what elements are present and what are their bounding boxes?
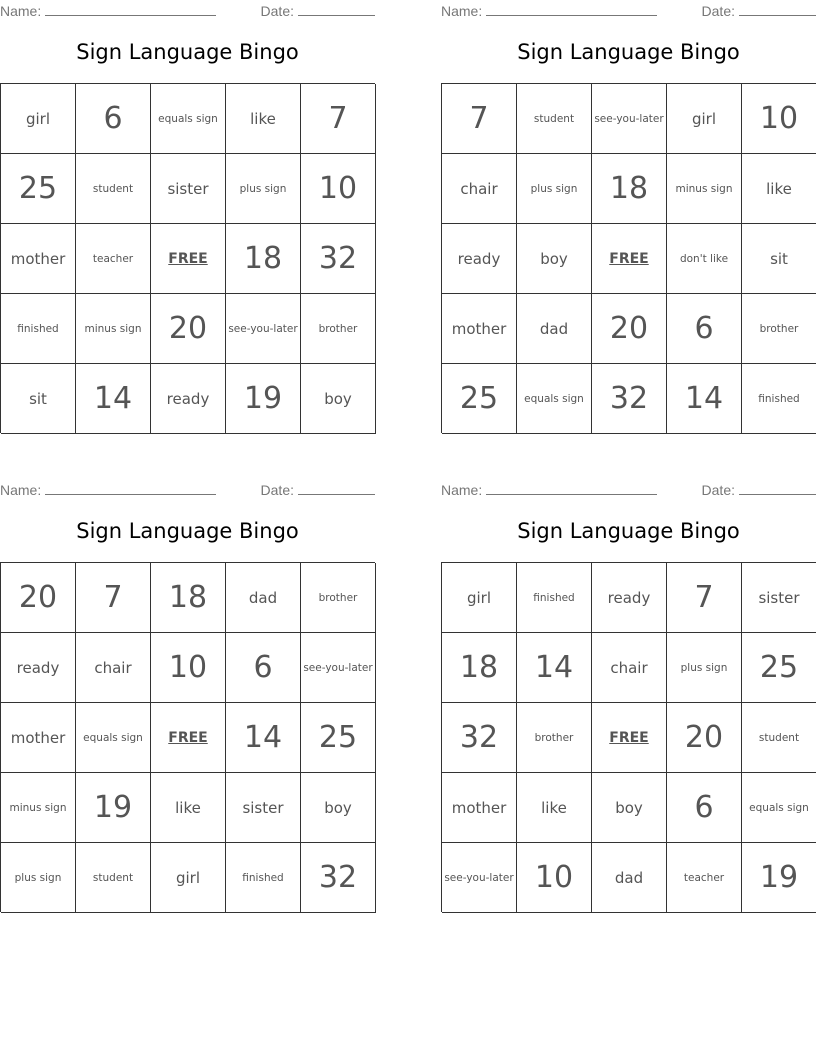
bingo-cell[interactable]: 10	[517, 843, 592, 913]
bingo-grid	[0, 562, 375, 912]
bingo-cell[interactable]: like	[517, 773, 592, 843]
bingo-cell[interactable]: 18	[592, 154, 667, 224]
bingo-cell[interactable]: 32	[301, 224, 376, 294]
bingo-cell[interactable]: 14	[226, 703, 301, 773]
bingo-cell[interactable]: 7	[301, 84, 376, 154]
bingo-cell[interactable]: like	[151, 773, 226, 843]
bingo-cell[interactable]: sit	[1, 364, 76, 434]
name-label: Name:	[0, 482, 42, 498]
date-blank-line[interactable]	[739, 2, 816, 16]
bingo-cell[interactable]: 18	[151, 563, 226, 633]
bingo-cell[interactable]: dad	[592, 843, 667, 913]
bingo-cell[interactable]: girl	[442, 563, 517, 633]
bingo-cell[interactable]: dad	[226, 563, 301, 633]
bingo-cell[interactable]: 20	[151, 294, 226, 364]
bingo-cell[interactable]: see-you-later	[226, 294, 301, 364]
bingo-cell[interactable]: sit	[742, 224, 816, 294]
free-cell[interactable]: FREE	[151, 703, 226, 773]
name-field[interactable]	[441, 2, 657, 20]
bingo-cell[interactable]: minus sign	[1, 773, 76, 843]
bingo-cell[interactable]: 7	[76, 563, 151, 633]
bingo-cell[interactable]: 18	[442, 633, 517, 703]
bingo-cell[interactable]: sister	[151, 154, 226, 224]
bingo-cell[interactable]: boy	[301, 364, 376, 434]
bingo-cell[interactable]: mother	[442, 294, 517, 364]
bingo-cell[interactable]: see-you-later	[301, 633, 376, 703]
card-title: Sign Language Bingo	[517, 519, 740, 543]
date-field[interactable]	[702, 481, 816, 499]
bingo-cell[interactable]: 25	[442, 364, 517, 434]
name-blank-line[interactable]	[45, 2, 216, 16]
bingo-cell[interactable]: see-you-later	[442, 843, 517, 913]
bingo-cell[interactable]: mother	[1, 224, 76, 294]
bingo-cell[interactable]: don't like	[667, 224, 742, 294]
bingo-grid	[0, 83, 375, 433]
date-field[interactable]	[261, 481, 375, 499]
bingo-cell[interactable]: plus sign	[1, 843, 76, 913]
bingo-cell[interactable]: 7	[667, 563, 742, 633]
bingo-cell[interactable]: girl	[1, 84, 76, 154]
bingo-cell[interactable]: 25	[301, 703, 376, 773]
free-cell[interactable]: FREE	[592, 703, 667, 773]
bingo-cell[interactable]: 20	[592, 294, 667, 364]
bingo-cell[interactable]: 20	[667, 703, 742, 773]
date-label: Date:	[260, 3, 294, 19]
card-title: Sign Language Bingo	[517, 40, 740, 64]
name-field[interactable]	[0, 2, 216, 20]
date-label: Date:	[701, 482, 735, 498]
bingo-cell[interactable]: student	[76, 843, 151, 913]
name-blank-line[interactable]	[45, 481, 216, 495]
bingo-cell[interactable]: 6	[76, 84, 151, 154]
bingo-cell[interactable]: ready	[442, 224, 517, 294]
bingo-card	[441, 479, 816, 919]
bingo-cell[interactable]: finished	[742, 364, 816, 434]
name-blank-line[interactable]	[486, 481, 657, 495]
bingo-cell[interactable]: 10	[742, 84, 816, 154]
date-field[interactable]	[702, 2, 816, 20]
bingo-cell[interactable]: equals sign	[151, 84, 226, 154]
bingo-cell[interactable]: 6	[226, 633, 301, 703]
bingo-cell[interactable]: 14	[76, 364, 151, 434]
bingo-cell[interactable]: see-you-later	[592, 84, 667, 154]
bingo-cell[interactable]: 32	[592, 364, 667, 434]
name-label: Name:	[0, 3, 42, 19]
bingo-cell[interactable]: 10	[151, 633, 226, 703]
free-cell[interactable]: FREE	[151, 224, 226, 294]
bingo-card	[0, 0, 375, 440]
bingo-cell[interactable]: ready	[151, 364, 226, 434]
bingo-cell[interactable]: like	[226, 84, 301, 154]
bingo-cell[interactable]: equals sign	[517, 364, 592, 434]
bingo-cell[interactable]: 14	[517, 633, 592, 703]
bingo-cell[interactable]: like	[742, 154, 816, 224]
name-field[interactable]	[441, 481, 657, 499]
bingo-cell[interactable]: finished	[226, 843, 301, 913]
bingo-cell[interactable]: 32	[442, 703, 517, 773]
bingo-cell[interactable]: chair	[442, 154, 517, 224]
date-label: Date:	[701, 3, 735, 19]
bingo-cell[interactable]: 19	[226, 364, 301, 434]
bingo-cell[interactable]: 19	[742, 843, 816, 913]
bingo-cell[interactable]: mother	[1, 703, 76, 773]
date-blank-line[interactable]	[739, 481, 816, 495]
bingo-cell[interactable]: teacher	[667, 843, 742, 913]
bingo-cell[interactable]: finished	[517, 563, 592, 633]
bingo-cell[interactable]: sister	[742, 563, 816, 633]
name-field[interactable]	[0, 481, 216, 499]
bingo-cell[interactable]: student	[517, 84, 592, 154]
bingo-cell[interactable]: girl	[151, 843, 226, 913]
bingo-cell[interactable]: 18	[226, 224, 301, 294]
bingo-cell[interactable]: student	[742, 703, 816, 773]
bingo-cell[interactable]: 25	[1, 154, 76, 224]
bingo-cell[interactable]: 14	[667, 364, 742, 434]
card-title: Sign Language Bingo	[76, 519, 299, 543]
bingo-cell[interactable]: ready	[592, 563, 667, 633]
bingo-cell[interactable]: 10	[301, 154, 376, 224]
bingo-cell[interactable]: 7	[442, 84, 517, 154]
bingo-cell[interactable]: boy	[301, 773, 376, 843]
bingo-cell[interactable]: boy	[517, 224, 592, 294]
bingo-cell[interactable]: ready	[1, 633, 76, 703]
bingo-cell[interactable]: plus sign	[517, 154, 592, 224]
bingo-cell[interactable]: dad	[517, 294, 592, 364]
bingo-cell[interactable]: brother	[742, 294, 816, 364]
bingo-cell[interactable]: 6	[667, 773, 742, 843]
date-field[interactable]	[261, 2, 375, 20]
bingo-cell[interactable]: brother	[301, 294, 376, 364]
date-blank-line[interactable]	[298, 2, 375, 16]
name-blank-line[interactable]	[486, 2, 657, 16]
date-label: Date:	[260, 482, 294, 498]
bingo-cell[interactable]: girl	[667, 84, 742, 154]
bingo-cell[interactable]: boy	[592, 773, 667, 843]
bingo-cell[interactable]: chair	[592, 633, 667, 703]
bingo-cell[interactable]: sister	[226, 773, 301, 843]
bingo-cell[interactable]: equals sign	[742, 773, 816, 843]
bingo-grid	[441, 83, 816, 433]
bingo-cell[interactable]: brother	[301, 563, 376, 633]
bingo-cell[interactable]: finished	[1, 294, 76, 364]
bingo-grid	[441, 562, 816, 912]
name-label: Name:	[441, 482, 483, 498]
card-title: Sign Language Bingo	[76, 40, 299, 64]
bingo-cell[interactable]: 25	[742, 633, 816, 703]
bingo-card	[441, 0, 816, 440]
name-label: Name:	[441, 3, 483, 19]
bingo-cell[interactable]: plus sign	[226, 154, 301, 224]
bingo-cell[interactable]: 20	[1, 563, 76, 633]
bingo-card	[0, 479, 375, 919]
bingo-cell[interactable]: plus sign	[667, 633, 742, 703]
date-blank-line[interactable]	[298, 481, 375, 495]
bingo-cell[interactable]: 19	[76, 773, 151, 843]
bingo-cell[interactable]: student	[76, 154, 151, 224]
bingo-cell[interactable]: equals sign	[76, 703, 151, 773]
bingo-cell[interactable]: minus sign	[76, 294, 151, 364]
free-cell[interactable]: FREE	[592, 224, 667, 294]
bingo-cell[interactable]: brother	[517, 703, 592, 773]
bingo-cell[interactable]: minus sign	[667, 154, 742, 224]
bingo-cell[interactable]: 32	[301, 843, 376, 913]
bingo-cell[interactable]: chair	[76, 633, 151, 703]
bingo-cell[interactable]: mother	[442, 773, 517, 843]
bingo-cell[interactable]: 6	[667, 294, 742, 364]
bingo-cell[interactable]: teacher	[76, 224, 151, 294]
